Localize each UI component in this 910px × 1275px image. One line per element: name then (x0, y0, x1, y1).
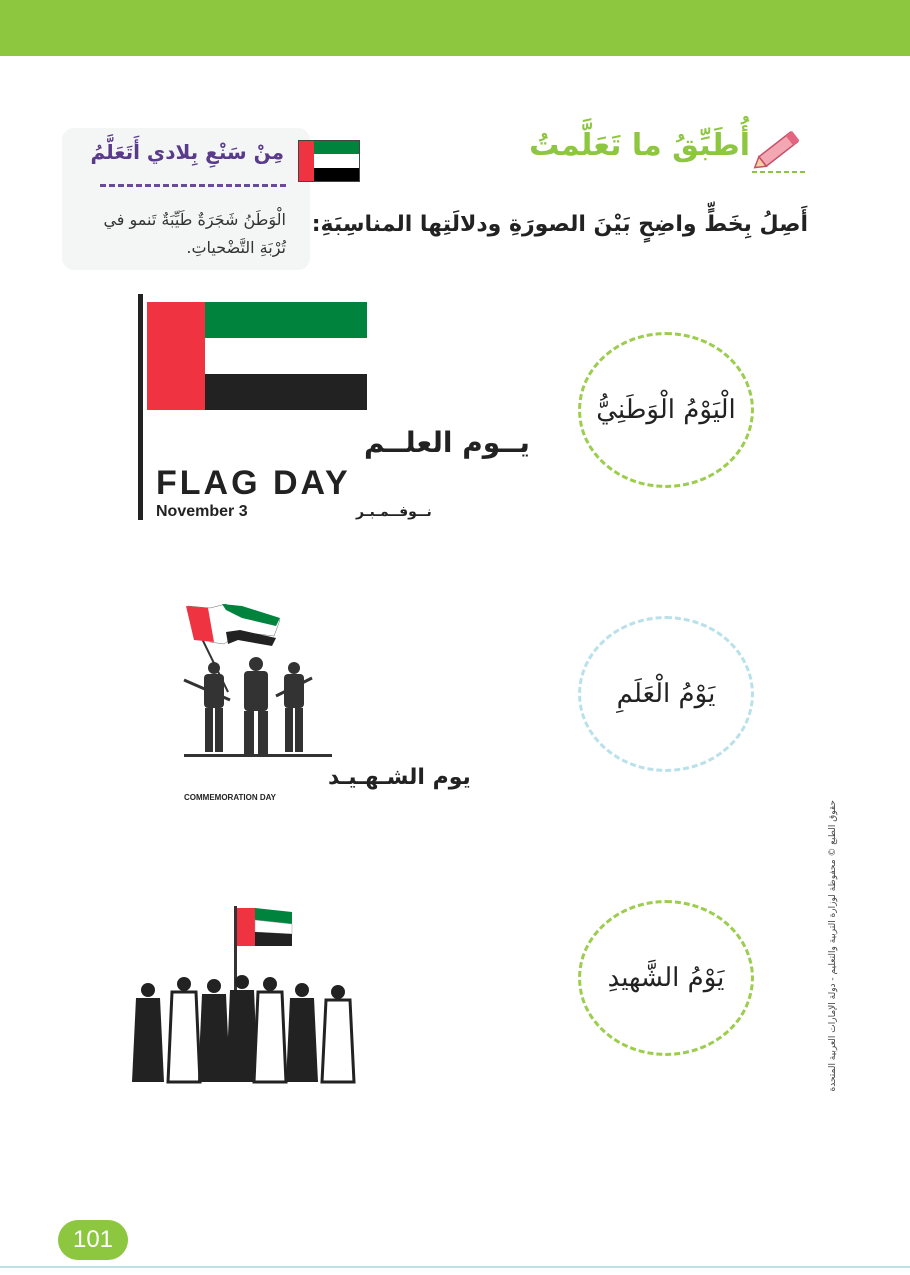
circle-label: يَوْمُ الشَّهيدِ (607, 963, 725, 993)
flag-day-english: FLAG DAY (156, 464, 351, 502)
flag-day-arabic: يــوم العلــم (364, 426, 530, 459)
answer-circle-flag-day[interactable] (578, 616, 754, 772)
copyright-text: حقوق الطبع © محفوظة لوزارة التربية والتعليم - دولة الإمارات العربية المتحدة (828, 800, 838, 1092)
commemoration-arabic: يوم الشـهـيـد (328, 765, 471, 790)
flag-day-logo (134, 294, 530, 520)
circle-label: يَوْمُ الْعَلَمِ (616, 679, 716, 709)
commemoration-english: COMMEMORATION DAY (184, 793, 276, 802)
pencil-icon (748, 122, 810, 180)
commemoration-day-image[interactable] (180, 596, 471, 806)
dashed-divider (100, 184, 286, 187)
info-title: مِنْ سَنْعِ بِلادي أَتَعَلَّمُ (90, 140, 284, 164)
commemoration-day-logo (180, 596, 471, 806)
answer-circle-national-day[interactable] (578, 332, 754, 488)
bottom-rule (0, 1266, 910, 1268)
uae-flag-icon (298, 140, 360, 182)
top-banner (0, 0, 910, 56)
flag-day-date-ar: نــوفــمـبـر (356, 504, 432, 520)
answer-circle-commemoration-day[interactable] (578, 900, 754, 1056)
flag-day-date-en: November 3 (156, 503, 248, 520)
national-day-image[interactable] (130, 900, 366, 1082)
practice-title: أُطَبِّقُ ما تَعَلَّمتُ (529, 128, 750, 163)
flag-day-image[interactable] (134, 294, 530, 520)
national-day-illustration (130, 900, 366, 1082)
page-number: 101 (58, 1220, 128, 1260)
instruction: أَصِلُ بِخَطٍّ واضِحٍ بَيْنَ الصورَةِ ودلالَتِها المناسِبَةِ: (311, 212, 808, 237)
circle-label: الْيَوْمُ الْوَطَنِيُّ (596, 395, 736, 425)
info-text: الْوَطَنُ شَجَرَةٌ طَيِّبَةٌ تَنمو في تُرْبَةِ التَّضْحياتِ. (103, 210, 286, 257)
